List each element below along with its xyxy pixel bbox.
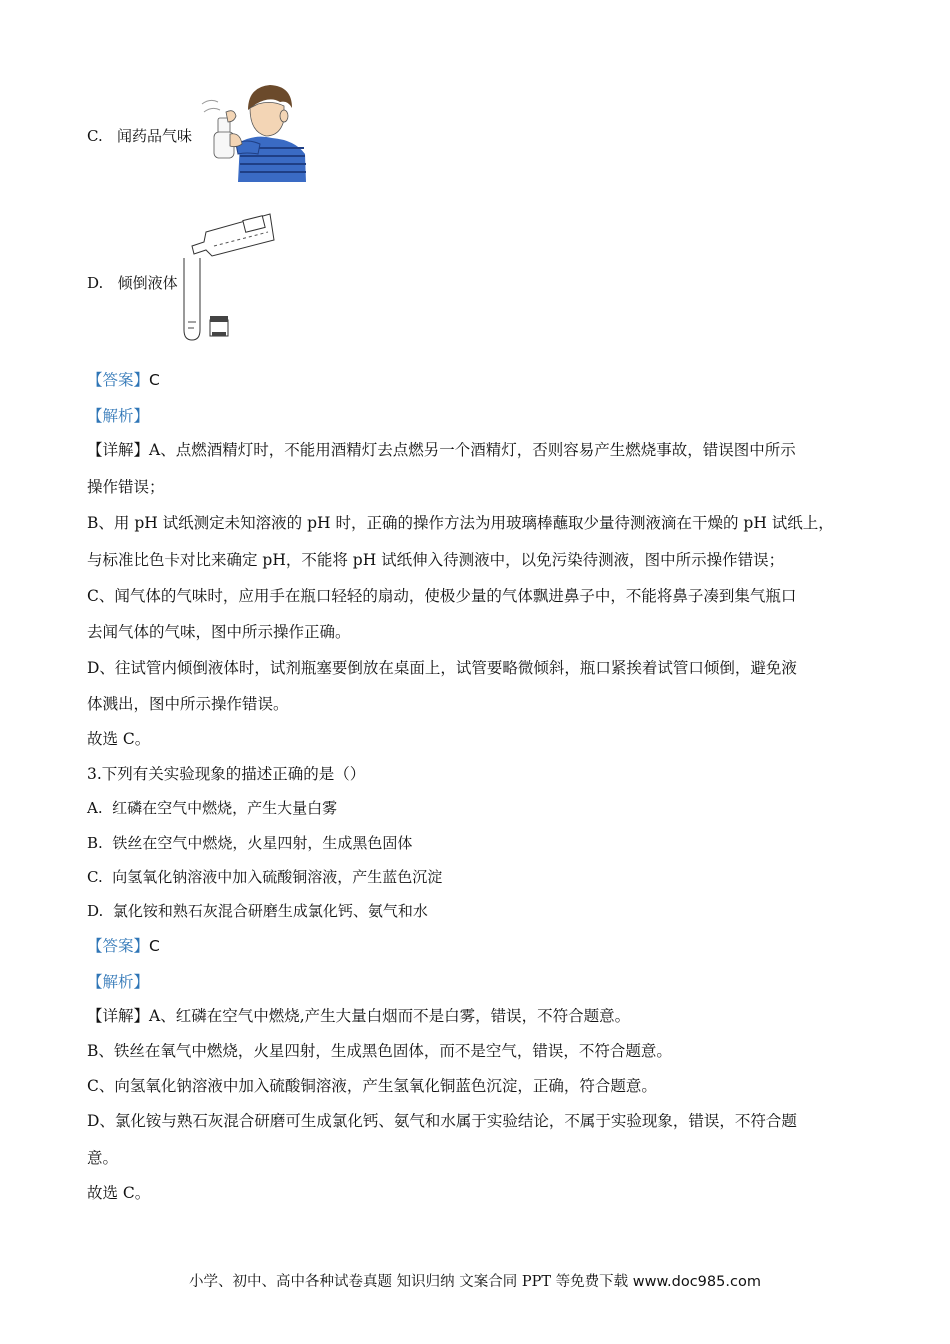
option-text: 倾倒液体: [117, 274, 178, 292]
detail-label: 【详解】: [87, 1007, 150, 1025]
answer-value: C: [149, 371, 160, 389]
q2-explanation-line: D、往试管内倾倒液体时，试剂瓶塞要倒放在桌面上，试管要略微倾斜，瓶口紧挨着试管口倾倒，避免液: [87, 659, 797, 677]
detail-label: 【详解】: [87, 441, 150, 459]
q2-explanation-line: 【详解】A、点燃酒精灯时，不能用酒精灯去点燃另一个酒精灯，否则容易产生燃烧事故，错误图中所示: [87, 441, 796, 459]
q3-answer: [87, 936, 160, 956]
q3-conclusion: 故选 C。: [87, 1184, 151, 1202]
q3-explanation-line: D、氯化铵与熟石灰混合研磨可生成氯化钙、氨气和水属于实验结论，不属于实验现象，错误，不符合题: [87, 1112, 797, 1130]
option-letter: D.: [87, 274, 104, 292]
q2-explanation-line: C、闻气体的气味时，应用手在瓶口轻轻的扇动，使极少量的气体飘进鼻子中，不能将鼻子凑到集气瓶口: [87, 587, 797, 605]
q2-explanation-line: B、用 pH 试纸测定未知溶液的 pH 时，正确的操作方法为用玻璃棒蘸取少量待测液滴在干燥的 pH 试纸上，: [87, 514, 834, 532]
q2-analysis-label: 【解析】: [87, 407, 150, 425]
answer-label: 【答案】: [87, 371, 150, 389]
q2-answer: [87, 370, 160, 390]
answer-label: 【答案】: [87, 937, 150, 955]
option-text: 闻药品气味: [117, 127, 193, 145]
q3-explanation-line: 意。: [87, 1149, 119, 1167]
q2-conclusion: 故选 C。: [87, 730, 151, 748]
q3-explanation-line: C、向氢氧化钠溶液中加入硫酸铜溶液，产生氢氧化铜蓝色沉淀，正确，符合题意。: [87, 1077, 657, 1095]
person-smelling-bottle-icon: [200, 82, 310, 182]
q3-question: 3.下列有关实验现象的描述正确的是（）: [87, 765, 366, 783]
q2-explanation-line: 体溅出，图中所示操作错误。: [87, 695, 289, 713]
q3-explanation-line: B、铁丝在氧气中燃烧，火星四射，生成黑色固体，而不是空气，错误，不符合题意。: [87, 1042, 672, 1060]
q2-option-d: [87, 273, 178, 293]
q2-explanation-line: 与标准比色卡对比来确定 pH，不能将 pH 试纸伸入待测液中，以免污染待测液，图中所示操作错误；: [87, 551, 785, 569]
q3-option-c: C. 向氢氧化钠溶液中加入硫酸铜溶液，产生蓝色沉淀: [87, 868, 443, 886]
footer-text: 小学、初中、高中各种试卷真题 知识归纳 文案合同 PPT 等免费下载: [189, 1274, 633, 1290]
answer-value: C: [149, 937, 160, 955]
option-letter: C.: [87, 127, 103, 145]
page-footer: [0, 1270, 950, 1291]
pouring-liquid-test-tube-icon: [180, 210, 280, 345]
q3-explanation-line: 【详解】A、红磷在空气中燃烧,产生大量白烟而不是白雾，错误，不符合题意。: [87, 1007, 631, 1025]
q3-analysis-label: 【解析】: [87, 973, 150, 991]
q3-option-d: D. 氯化铵和熟石灰混合研磨生成氯化钙、氨气和水: [87, 902, 428, 920]
q2-option-c: [87, 126, 192, 146]
q2-explanation-line: 去闻气体的气味，图中所示操作正确。: [87, 623, 351, 641]
q3-option-a: A. 红磷在空气中燃烧，产生大量白雾: [87, 799, 338, 817]
footer-link[interactable]: www.doc985.com: [632, 1274, 761, 1290]
q2-explanation-line: 操作错误；: [87, 478, 165, 496]
q3-option-b: B. 铁丝在空气中燃烧，火星四射，生成黑色固体: [87, 834, 413, 852]
